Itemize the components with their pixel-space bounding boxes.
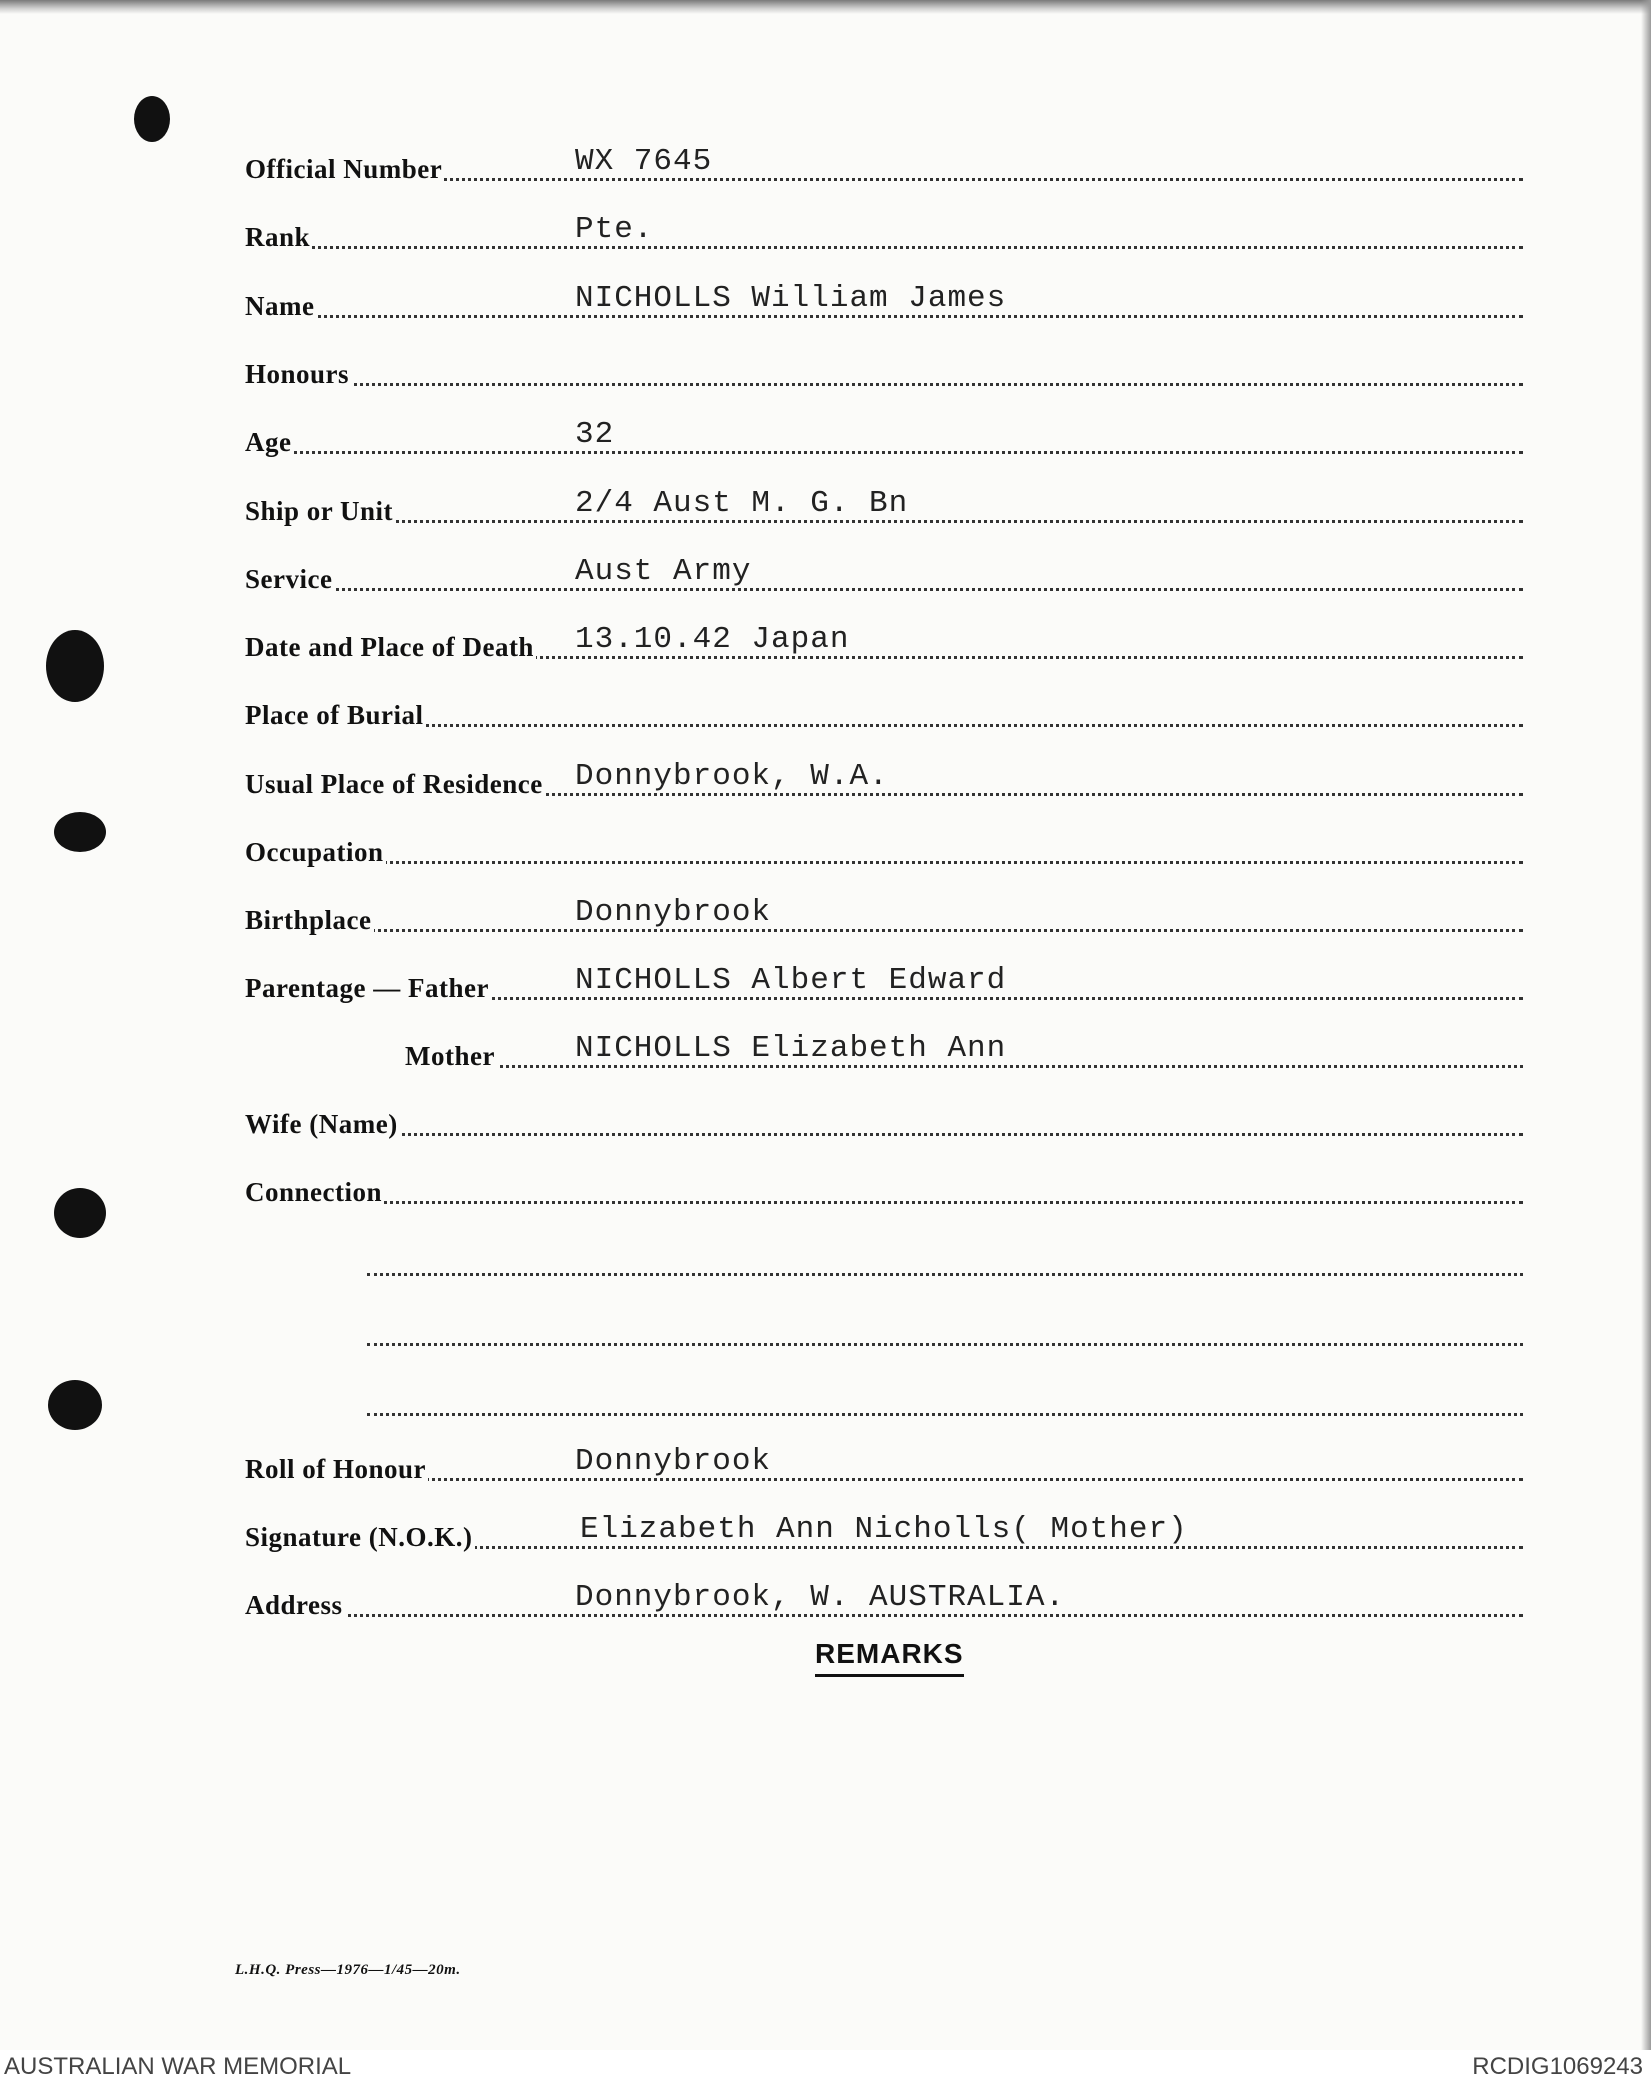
field-value: NICHOLLS Albert Edward <box>575 963 1007 998</box>
punch-hole <box>54 1188 106 1238</box>
form-row <box>245 896 1523 936</box>
field-label: Service <box>245 564 333 594</box>
scan-edge-right <box>1641 0 1651 2050</box>
dotted-line <box>245 451 1523 454</box>
dotted-line <box>245 246 1523 249</box>
field-label: Parentage — Father <box>245 973 489 1003</box>
field-value: 2/4 Aust M. G. Bn <box>575 486 909 521</box>
field-value: Donnybrook <box>575 1444 772 1479</box>
scan-edge-top <box>0 0 1651 14</box>
form-row <box>245 555 1523 595</box>
field-value: WX 7645 <box>575 144 713 179</box>
dotted-line <box>367 1413 1523 1416</box>
archive-footer <box>0 2050 1651 2082</box>
field-label: Connection <box>245 1177 383 1207</box>
archive-name: AUSTRALIAN WAR MEMORIAL <box>4 2053 352 2080</box>
form-row <box>245 350 1523 390</box>
field-label: Usual Place of Residence <box>245 769 543 799</box>
form-row <box>245 691 1523 731</box>
dotted-line <box>245 929 1523 932</box>
archive-id: RCDIG1069243 <box>1472 2053 1643 2080</box>
form-row <box>245 760 1523 800</box>
form-row <box>245 1581 1523 1621</box>
dotted-line <box>245 1133 1523 1136</box>
form-row <box>245 1168 1523 1208</box>
field-label: Occupation <box>245 837 384 867</box>
field-value: NICHOLLS Elizabeth Ann <box>575 1031 1007 1066</box>
dotted-line <box>245 1201 1523 1204</box>
field-value: 32 <box>575 417 615 452</box>
dotted-line <box>245 588 1523 591</box>
form-row <box>367 1310 1523 1350</box>
punch-hole <box>48 1380 102 1430</box>
field-label: Place of Burial <box>245 700 424 730</box>
form-row <box>245 1100 1523 1140</box>
field-label: Birthplace <box>245 905 372 935</box>
form-row <box>245 282 1523 322</box>
form-row <box>367 1240 1523 1280</box>
field-value: Donnybrook, W.A. <box>575 759 889 794</box>
field-value: Elizabeth Ann Nicholls( Mother) <box>580 1512 1188 1547</box>
field-value: Pte. <box>575 212 654 247</box>
field-label: Address <box>245 1590 343 1620</box>
field-label: Ship or Unit <box>245 496 394 526</box>
field-value: Donnybrook <box>575 895 772 930</box>
field-label: Rank <box>245 222 311 252</box>
dotted-line <box>245 1478 1523 1481</box>
punch-hole <box>134 96 170 142</box>
field-label: Honours <box>245 359 350 389</box>
field-value: NICHOLLS William James <box>575 281 1007 316</box>
field-label: Age <box>245 427 292 457</box>
dotted-line <box>245 383 1523 386</box>
form-row <box>245 145 1523 185</box>
dotted-line <box>245 861 1523 864</box>
field-label: Wife (Name) <box>245 1109 398 1139</box>
form-row <box>245 623 1523 663</box>
form-row <box>245 964 1523 1004</box>
field-label: Name <box>245 291 315 321</box>
field-label: Date and Place of Death <box>245 632 534 662</box>
dotted-line <box>245 724 1523 727</box>
form-row <box>405 1032 1523 1072</box>
form-row <box>367 1380 1523 1420</box>
form-row <box>245 213 1523 253</box>
form-row <box>245 1445 1523 1485</box>
form-row <box>245 418 1523 458</box>
form-row <box>245 828 1523 868</box>
field-value: Donnybrook, W. AUSTRALIA. <box>575 1580 1066 1615</box>
field-label: Mother <box>405 1041 495 1071</box>
field-label: Roll of Honour <box>245 1454 427 1484</box>
field-value: 13.10.42 Japan <box>575 622 850 657</box>
form-row <box>245 487 1523 527</box>
punch-hole <box>46 630 104 702</box>
field-label: Signature (N.O.K.) <box>245 1522 473 1552</box>
dotted-line <box>367 1343 1523 1346</box>
printer-note: L.H.Q. Press—1976—1/45—20m. <box>235 1962 461 1978</box>
form-row <box>245 1513 1523 1553</box>
field-label: Official Number <box>245 154 443 184</box>
remarks-heading: REMARKS <box>815 1638 964 1677</box>
dotted-line <box>367 1273 1523 1276</box>
punch-hole <box>54 812 106 852</box>
field-value: Aust Army <box>575 554 752 589</box>
